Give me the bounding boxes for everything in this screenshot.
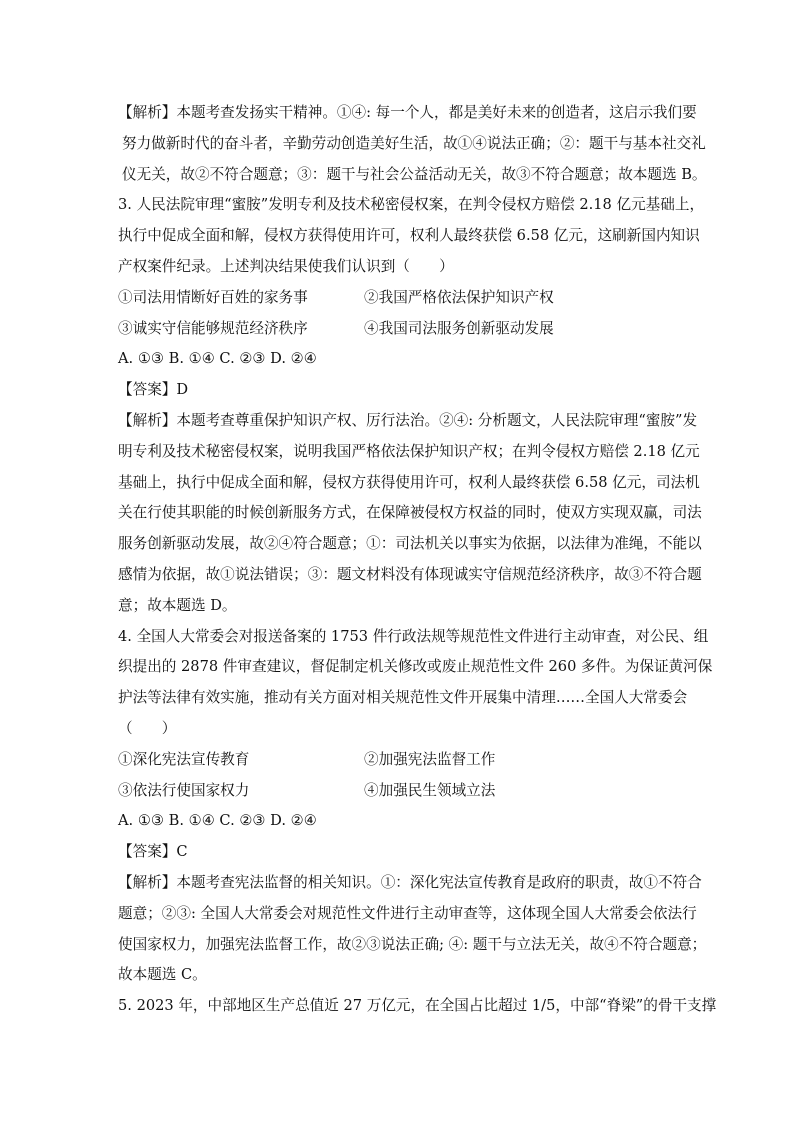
q4-options-row-1 (118, 745, 678, 776)
q4-stem-line-3: 护法等法律有效实施，推动有关方面对相关规范性文件开展集中清理……全国人大常委会 (118, 689, 688, 707)
q4-option-4: ④加强民生领域立法 (364, 781, 496, 799)
q3-analysis-line-5: 服务创新驱动发展，故②④符合题意；①：司法机关以事实为依据，以法律为准绳，不能以 (118, 535, 702, 553)
q3-analysis-line-6: 感情为依据，故①说法错误；③：题文材料没有体现诚实守信规范经济秩序，故③不符合题 (118, 565, 702, 583)
q3-stem-line-1: 3. 人民法院审理“蜜胺”发明专利及技术秘密侵权案，在判令侵权方赔偿 2.18 亿元基础上， (118, 196, 705, 214)
q2-analysis-line-1: 【解析】本题考查发扬实干精神。①④: 每一个人，都是美好未来的创造者，这启示我们要 (118, 104, 697, 121)
q3-option-4: ④我国司法服务创新驱动发展 (364, 319, 554, 337)
q4-choices: A. ①③ B. ①④ C. ②③ D. ②④ (118, 812, 317, 830)
q3-analysis-line-3: 基础上，执行中促成全面和解，侵权方获得使用许可，权利人最终获偿 6.58 亿元，司法机 (118, 473, 700, 491)
question-4 (118, 622, 713, 992)
q3-stem-line-2: 执行中促成全面和解，侵权方获得使用许可，权利人最终获偿 6.58 亿元，这刷新国内知识 (118, 227, 700, 245)
q4-option-1: ①深化宪法宣传教育 (118, 750, 250, 768)
q4-stem-line-4: （ ） (118, 719, 177, 737)
q3-stem-line-3: 产权案件纪录。上述判决结果使我们认识到（ ） (118, 257, 454, 275)
q2-analysis-line-2: 努力做新时代的奋斗者，辛勤劳动创造美好生活，故①④说法正确；②：题干与基本社交礼 (122, 134, 706, 152)
q4-option-2: ②加强宪法监督工作 (364, 750, 496, 768)
q2-analysis-line-3: 仪无关，故②不符合题意；③：题干与社会公益活动无关，故③不符合题意；故本题选 B。 (122, 165, 707, 183)
q4-analysis-line-1: 【解析】本题考查宪法监督的相关知识。①：深化宪法宣传教育是政府的职责，故①不符合 (118, 873, 702, 891)
q5-stem-line-1: 5. 2023 年，中部地区生产总值近 27 万亿元，在全国占比超过 1/5，中部“脊梁”的骨干支撑 (118, 997, 717, 1015)
q4-options-row-2 (118, 776, 678, 807)
q4-analysis-line-4: 故本题选 C。 (118, 966, 207, 984)
q3-answer: 【答案】D (118, 381, 189, 399)
question-3 (118, 190, 705, 621)
q3-options-row-1 (118, 283, 678, 314)
q3-option-1: ①司法用情断好百姓的家务事 (118, 288, 308, 306)
q4-option-3: ③依法行使国家权力 (118, 781, 250, 799)
q3-analysis-line-2: 明专利及技术秘密侵权案，说明我国严格依法保护知识产权；在判令侵权方赔偿 2.18 亿元 (118, 442, 700, 460)
q3-options-row-2 (118, 314, 678, 345)
q4-analysis-line-3: 使国家权力，加强宪法监督工作，故②③说法正确; ④: 题干与立法无关，故④不符合题意； (118, 935, 707, 953)
q4-analysis-line-2: 题意；②③: 全国人大常委会对规范性文件进行主动审查等，这体现全国人大常委会依法行 (118, 904, 697, 922)
q4-stem-line-2: 织提出的 2878 件审查建议，督促制定机关修改或废止规范性文件 260 多件。为保证黄河保 (118, 658, 713, 676)
q4-stem-line-1: 4. 全国人大常委会对报送备案的 1753 件行政法规等规范性文件进行主动审查，对公民、组 (118, 627, 709, 645)
q3-analysis-line-1: 【解析】本题考查尊重保护知识产权、厉行法治。②④: 分析题文，人民法院审理“蜜胺”发 (118, 411, 698, 429)
question-5 (118, 991, 717, 1022)
q4-answer: 【答案】C (118, 843, 188, 861)
q3-analysis-line-7: 意；故本题选 D。 (118, 596, 237, 614)
q3-option-3: ③诚实守信能够规范经济秩序 (118, 319, 308, 337)
q3-analysis-line-4: 关在行使其职能的时候创新服务方式，在保障被侵权方权益的同时，使双方实现双赢，司法 (118, 504, 702, 522)
q3-option-2: ②我国严格依法保护知识产权 (364, 288, 554, 306)
document-page (118, 98, 717, 1022)
q3-choices: A. ①③ B. ①④ C. ②③ D. ②④ (118, 350, 317, 368)
q2-analysis (118, 98, 707, 190)
